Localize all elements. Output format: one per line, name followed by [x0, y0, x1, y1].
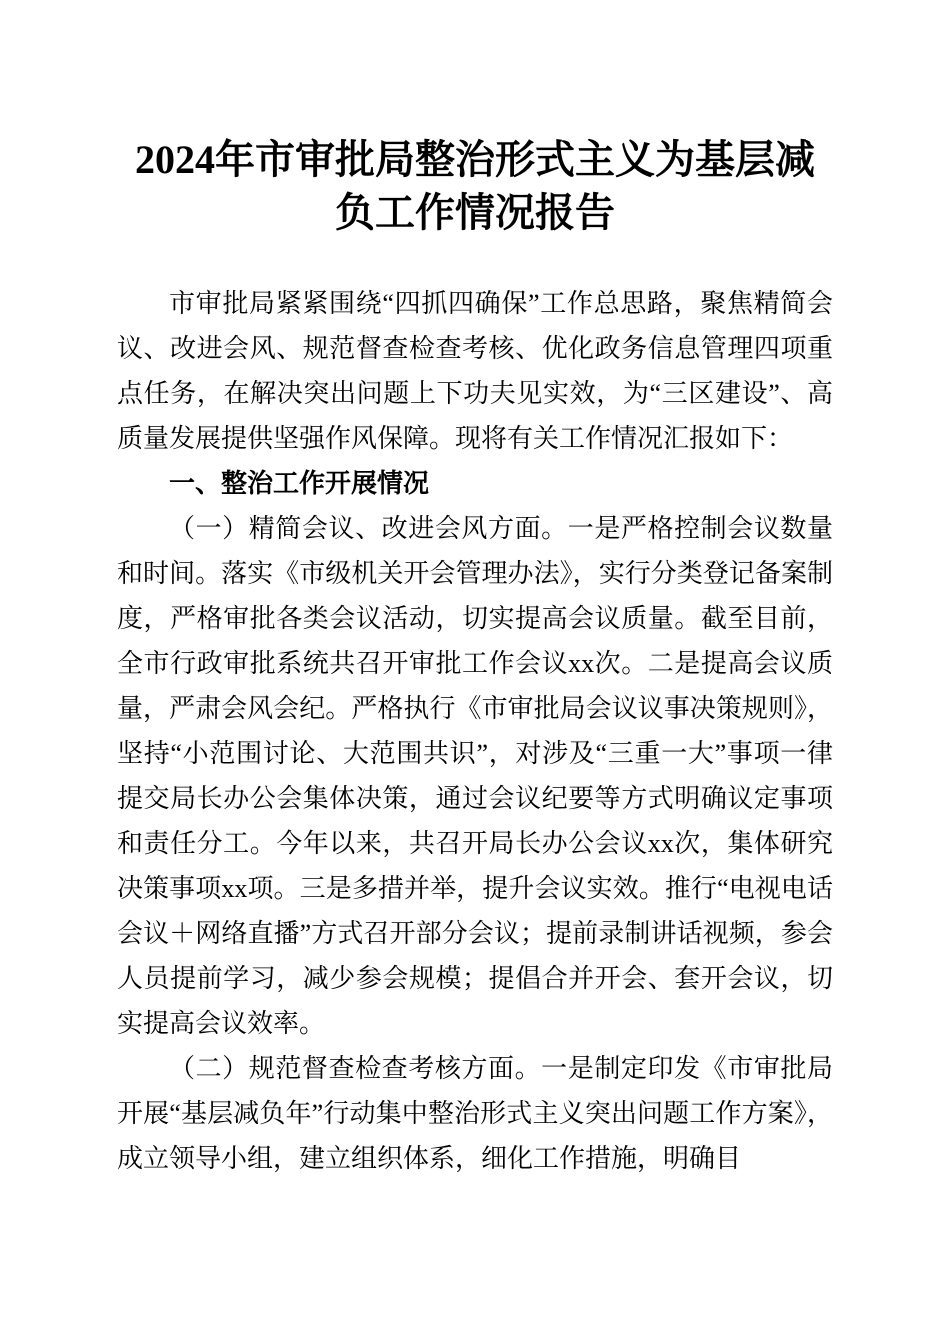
section-1-heading: 一、整治工作开展情况 — [169, 468, 430, 498]
document-title: 2024年市审批局整治形式主义为基层减负工作情况报告 — [135, 137, 815, 235]
section-1-paragraph-1: （一）精简会议、改进会风方面。一是严格控制会议数量和时间。落实《市级机关开会管理办法》，实行分类登记备案制度，严格审批各类会议活动，切实提高会议质量。截至目前，全市行政审批系统共召开审批工作会议xx次。二是提高会议质量，严肃会风会纪。严格执行《市审批局会议议事决策规则》，坚持“小范围讨论、大范围共识”，对涉及“三重一大”事项一律提交局长办公会集体决策，通过会议纪要等方式明确议定事项和责任分工。今年以来，共召开局长办公会议xx次，集体研究决策事项xx项。三是多措并举，提升会议实效。推行“电视电话会议＋网络直播”方式召开部分会议；提前录制讲话视频，参会人员提前学习，减少参会规模；提倡合并开会、套开会议，切实提高会议效率。 — [117, 514, 833, 1038]
intro-paragraph: 市审批局紧紧围绕“四抓四确保”工作总思路，聚焦精简会议、改进会风、规范督查检查考核、优化政务信息管理四项重点任务，在解决突出问题上下功夫见实效，为“三区建设”、高质量发展提供坚强作风保障。现将有关工作情况汇报如下： — [117, 289, 833, 453]
section-1-paragraph-2: （二）规范督查检查考核方面。一是制定印发《市审批局开展“基层减负年”行动集中整治形式主义突出问题工作方案》，成立领导小组，建立组织体系，细化工作措施，明确目 — [117, 1054, 833, 1173]
document-body — [117, 281, 833, 1181]
